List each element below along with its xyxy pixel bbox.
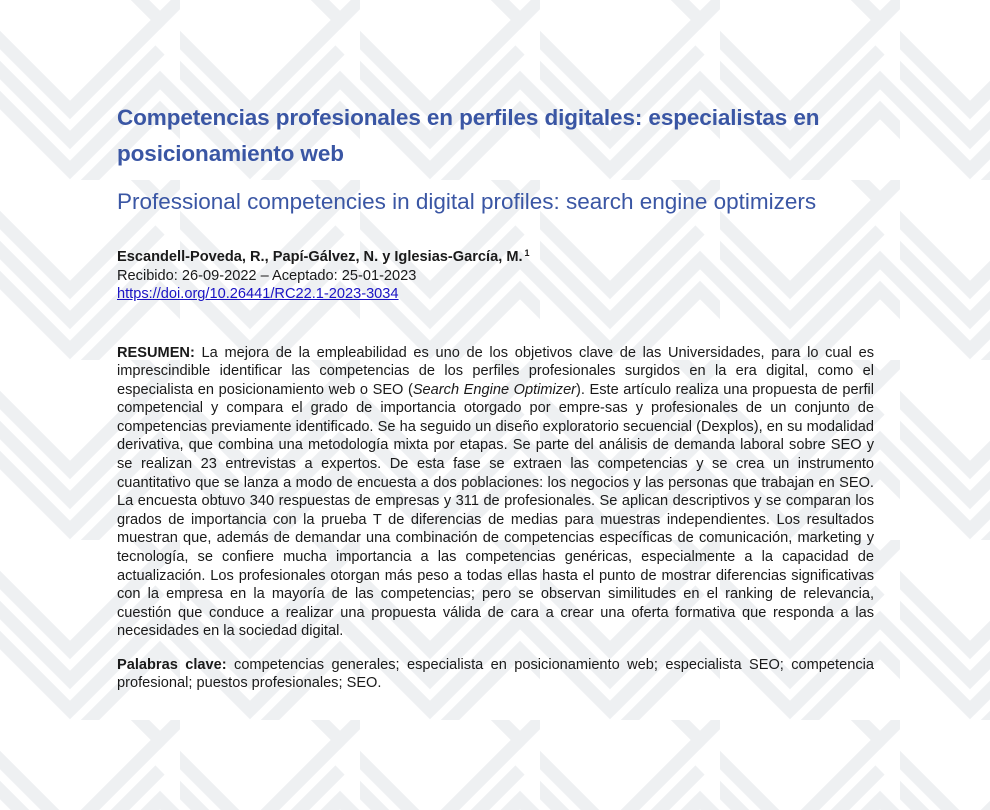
article-meta xyxy=(117,244,874,304)
author-footnote-ref[interactable]: 1 xyxy=(524,248,530,258)
article-header xyxy=(117,100,874,707)
abstract-label: RESUMEN: xyxy=(117,344,195,361)
abstract-text-1: La mejora de la empleabilidad es uno de los objetivos clave de las Universidades, para lo cual es imprescindible identificar las competencias de los perfiles profesionales surgidos en la era digital, como el especialista en posicionamiento web o SEO ( xyxy=(117,344,874,398)
keywords-label: Palabras clave: xyxy=(117,656,227,673)
abstract xyxy=(117,344,874,642)
doi-link[interactable]: https://doi.org/10.26441/RC22.1-2023-3034 xyxy=(117,286,399,302)
keywords xyxy=(117,656,874,693)
title-english: Professional competencies in digital profiles: search engine optimizers xyxy=(117,189,817,214)
abstract-term: Search Engine Optimizer xyxy=(412,381,577,398)
abstract-text-2: ). Este artículo realiza una propuesta de perfil competencial y compara el grado de importancia otorgado por empre-sas y profesionales de un conjunto de competencias previamente identificado. Se ha seguido un diseño exploratorio secuencial (Dexplos), en su modalidad derivativa, que combina una metodología mixta por etapas. Se parte del análisis de demanda laboral sobre SEO y se realizan 23 entrevistas a expertos. De esta fase se extraen las competencias y se crea un instrumento cuantitativo que se lanza a modo de encuesta a dos poblaciones: los negocios y las personas que trabajan en SEO. La encuesta obtuvo 340 respuestas de empresas y 311 de profesionales. Se aplican descriptivos y se comparan los grados de importancia con la prueba T de diferencias de medias para muestras independientes. Los resultados muestran que, además de demandar una combinación de competencias específicas de comunicación, marketing y tecnología, se confiere mucha importancia a las competencias genéricas, especialmente a la capacidad de actualización. Los profesionales otorgan más peso a todas ellas hasta el punto de mostrar diferencias significativas con la empresa en la mayoría de las competencias; pero se observan similitudes en el ranking de relevancia, cuestión que conduce a realizar una propuesta válida de cara a crear una oferta formativa que responda a las necesidades en la sociedad digital. xyxy=(117,381,874,640)
keywords-text: competencias generales; especialista en posicionamiento web; especialista SEO; competencia profesional; puestos profesionales; SEO. xyxy=(117,656,874,692)
authors: Escandell-Poveda, R., Papí-Gálvez, N. y Iglesias-García, M. xyxy=(117,249,523,265)
received-accepted-dates: Recibido: 26-09-2022 – Aceptado: 25-01-2023 xyxy=(117,267,417,284)
authors-line xyxy=(117,244,874,267)
title-spanish: Competencias profesionales en perfiles digitales: especialistas en posicionamiento web xyxy=(117,105,820,166)
